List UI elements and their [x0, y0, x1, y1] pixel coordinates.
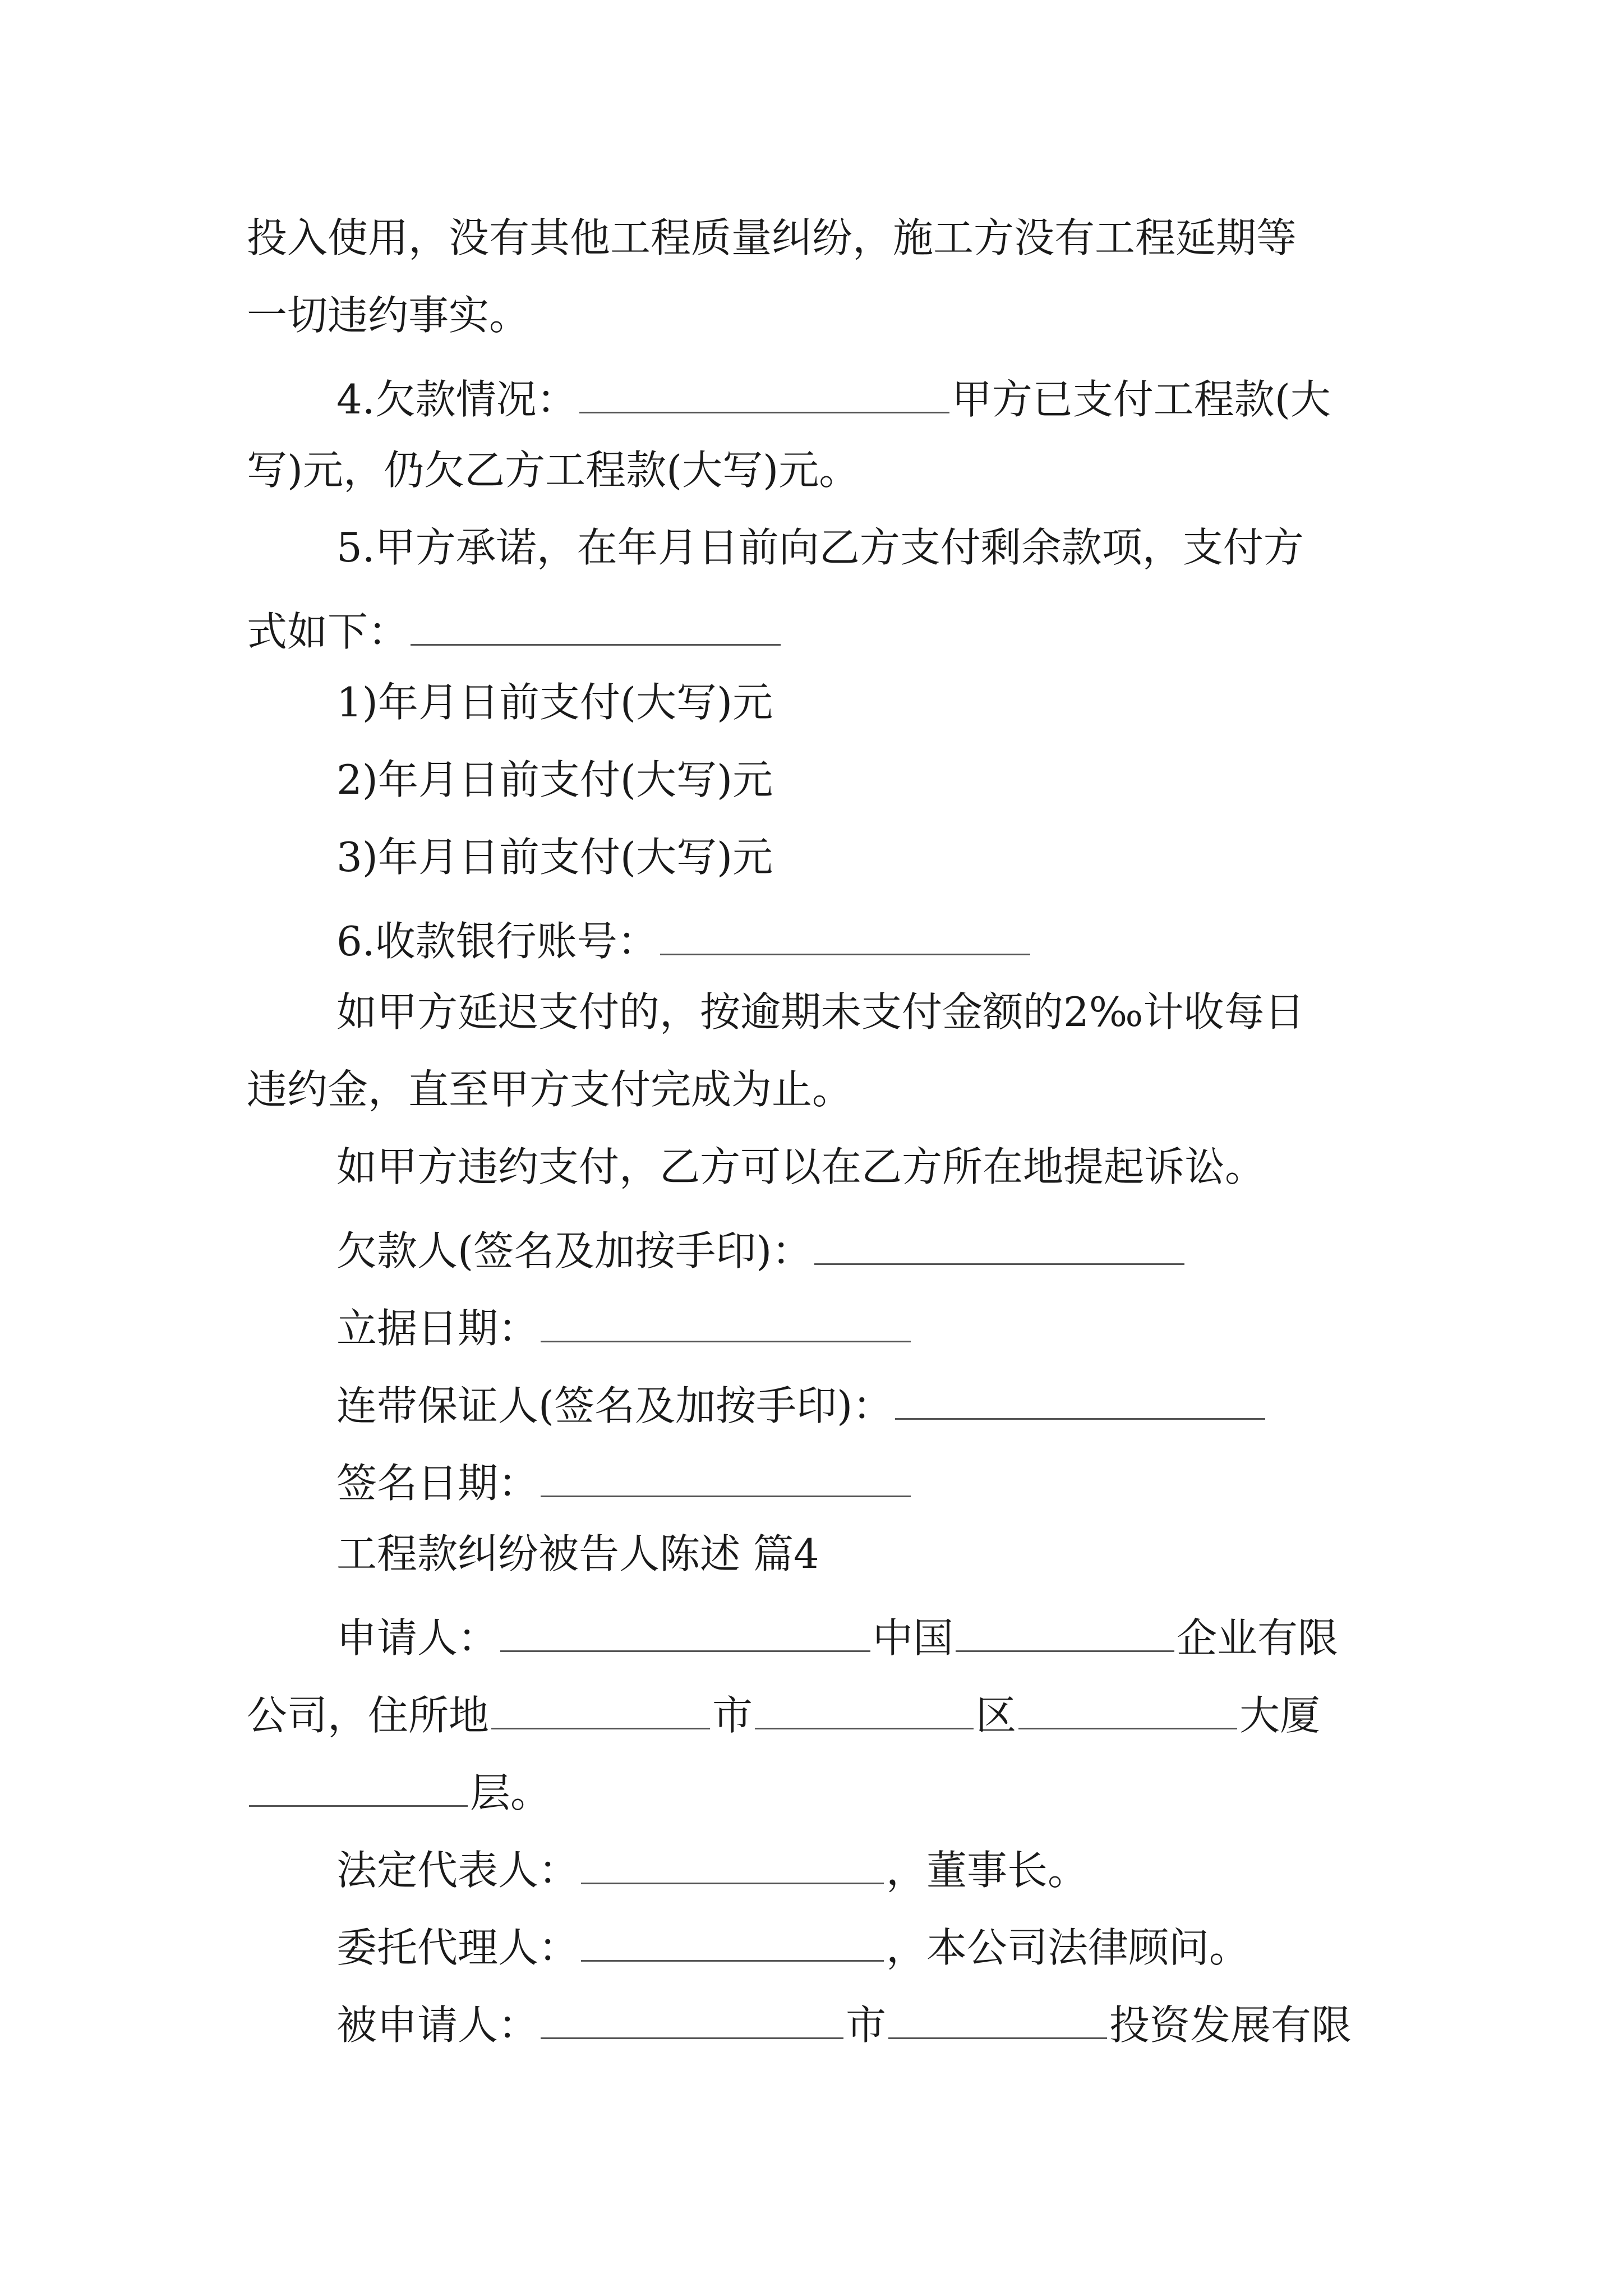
paragraph-line: 投入使用，没有其他工程质量纠纷，施工方没有工程延期等 — [247, 214, 1297, 261]
paragraph-line: 如甲方违约支付，乙方可以在乙方所在地提起诉讼。 — [336, 1143, 1266, 1190]
fill-blank — [541, 1456, 911, 1497]
paragraph-line: 违约金，直至甲方支付完成为止。 — [247, 1066, 853, 1113]
label: 连带保证人(签名及加按手印)： — [336, 1382, 893, 1429]
label: 式如下： — [247, 608, 409, 655]
guarantor-signature-line — [336, 1379, 1267, 1429]
label: 签名日期： — [336, 1460, 539, 1507]
paragraph-line: 如甲方延迟支付的，按逾期未支付金额的2‰计收每日 — [336, 988, 1305, 1036]
legal-rep-line — [336, 1843, 1089, 1894]
label: 公司，住所地 — [247, 1692, 490, 1739]
fill-blank — [895, 1379, 1265, 1420]
label: ，董事长。 — [886, 1847, 1089, 1894]
label: 被申请人： — [336, 2001, 539, 2049]
fill-blank — [411, 605, 781, 646]
label: 4.欠款情况： — [336, 376, 577, 423]
label: 市 — [712, 1692, 753, 1739]
fill-blank — [814, 1224, 1184, 1265]
payment-item: 1)年月日前支付(大写)元 — [336, 679, 773, 726]
fill-blank — [755, 1688, 974, 1729]
fill-blank — [888, 1998, 1107, 2039]
label: 申请人： — [336, 1614, 499, 1662]
address-line — [247, 1688, 1321, 1739]
applicant-line — [336, 1611, 1339, 1662]
label: 欠款人(签名及加按手印)： — [336, 1227, 813, 1274]
label: 市 — [846, 2001, 887, 2049]
fill-blank — [660, 914, 1030, 955]
sign-date-line — [336, 1456, 913, 1507]
date-line — [336, 1301, 913, 1352]
fill-blank — [581, 1921, 884, 1962]
payment-item: 3)年月日前支付(大写)元 — [336, 834, 773, 881]
paragraph-line: 写)元，仍欠乙方工程款(大写)元。 — [247, 447, 860, 494]
label: 立据日期： — [336, 1305, 539, 1352]
label: 6.收款银行账号： — [336, 918, 658, 965]
label: 区 — [976, 1692, 1017, 1739]
debt-status-line — [336, 372, 1331, 423]
label: 法定代表人： — [336, 1847, 579, 1894]
fill-blank — [579, 372, 949, 413]
label: ，本公司法律顾问。 — [886, 1924, 1250, 1971]
bank-account-line — [336, 914, 1032, 965]
agent-line — [336, 1921, 1250, 1971]
label: 企业有限 — [1177, 1614, 1339, 1662]
payment-item: 2)年月日前支付(大写)元 — [336, 756, 773, 803]
fill-blank — [249, 1766, 468, 1807]
fill-blank — [541, 1998, 843, 2039]
fill-blank — [541, 1301, 911, 1342]
fill-blank — [500, 1611, 870, 1652]
label: 大厦 — [1239, 1692, 1321, 1739]
payment-method-line — [247, 605, 783, 655]
fill-blank — [1018, 1688, 1237, 1729]
label: 投资发展有限 — [1109, 2001, 1352, 2049]
paragraph-line: 5.甲方承诺，在年月日前向乙方支付剩余款项，支付方 — [336, 524, 1304, 571]
section-heading: 工程款纠纷被告人陈述 篇4 — [336, 1530, 819, 1577]
paragraph-line: 一切违约事实。 — [247, 292, 530, 339]
label: 甲方已支付工程款(大 — [951, 376, 1331, 423]
fill-blank — [491, 1688, 710, 1729]
debtor-signature-line — [336, 1224, 1187, 1274]
fill-blank — [956, 1611, 1174, 1652]
fill-blank — [581, 1843, 884, 1884]
respondent-line — [336, 1998, 1352, 2049]
label: 委托代理人： — [336, 1924, 579, 1971]
label: 中国 — [873, 1614, 954, 1662]
label: 层。 — [470, 1769, 551, 1816]
floor-line — [247, 1766, 551, 1816]
